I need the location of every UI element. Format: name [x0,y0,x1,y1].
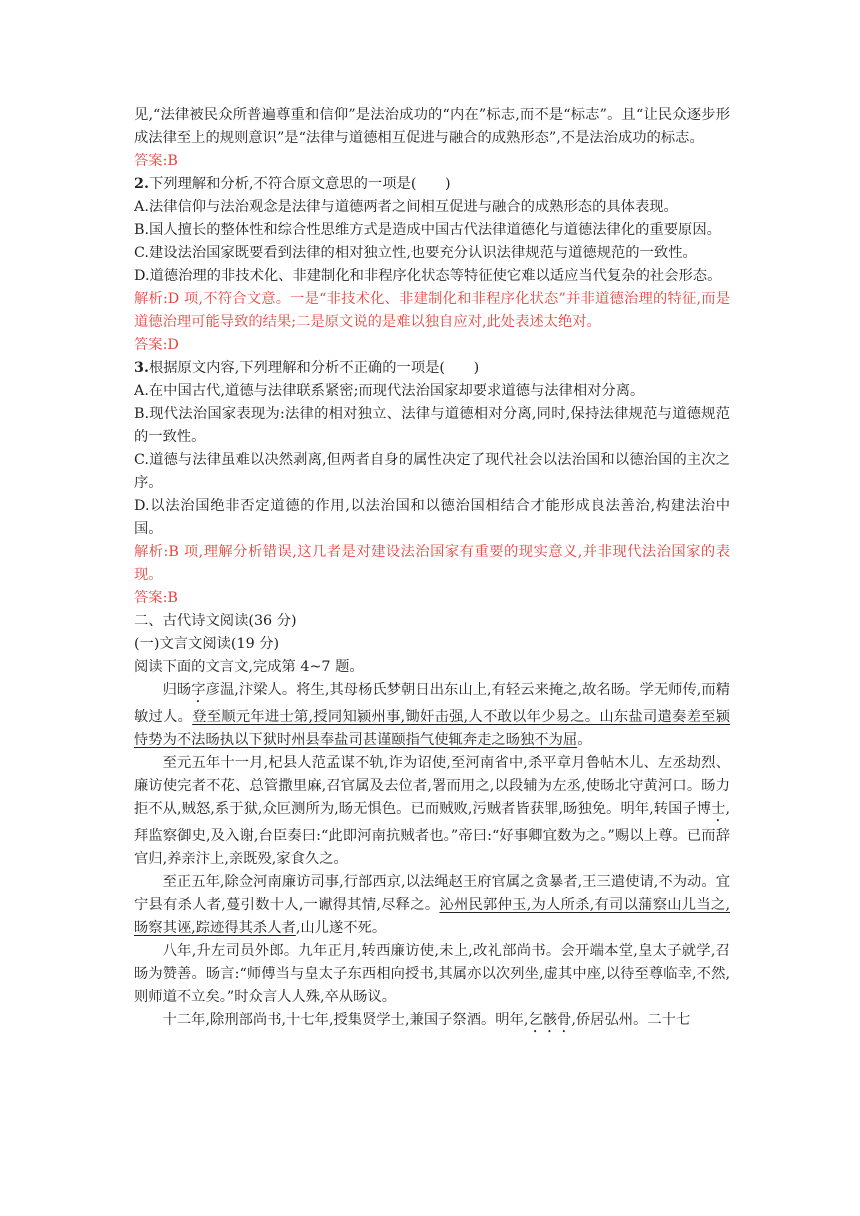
dotted-word: 士 [711,801,726,817]
option-c: C.建设法治国家既要看到法律的相对独立性,也要充分认识法律规范与道德规范的一致性。 [134,245,697,261]
passage-text: ,山儿遂不死。 [295,920,387,936]
answer-label: 答案:D [134,337,179,353]
answer-label: 答案:B [134,153,178,169]
passage-text: ,拜监察御史,及入谢,台臣奏曰:“此即河南抗贼者也。”帝曰:“好事卿宜数为之。”赐以上尊。已而辞官归,养亲汴上,亲既殁,家食久之。 [134,801,730,867]
analysis-label: 解析:D 项,不符合文意。一是“非技术化、非建制化和非程序化状态”并非道德治理的特征,而是道德治理可能导致的结果;二是原文说的是难以独自应对,此处表述太绝对。 [134,291,730,330]
passage-paragraph-1 [134,679,730,752]
question-text: 根据原文内容,下列理解和分析不正确的一项是( ) [148,360,480,376]
dotted-word: 字 [191,682,206,698]
passage-text: 至元五年十一月,杞县人范孟谋不轨,诈为诏使,至河南省中,杀平章月鲁帖木儿、左丞劫烈、廉访使完者不花、总管撒里麻,召官属及去位者,署而用之,以段辅为左丞,使旸北守黄河口。旸力拒不从,贼怒,系于狱,众叵测所为,旸无惧色。已而贼败,污贼者皆获罪,旸独免。明年,转国子博 [134,755,730,817]
option-a: A.在中国古代,道德与法律联系紧密;而现代法治国家却要求道德与法律相对分离。 [134,383,645,399]
option-c: C.道德与法律虽难以决然剥离,但两者自身的属性决定了现代社会以法治国和以德治国的主次之序。 [134,452,730,491]
option-d: D.以法治国绝非否定道德的作用,以法治国和以德治国相结合才能形成良法善治,构建法治中国。 [134,498,730,537]
passage-paragraph-2 [134,752,730,871]
passage-text: ,侨居弘州。二十七 [571,1012,691,1028]
option-b: B.国人擅长的整体性和综合性思维方式是造成中国古代法律道德化与道德法律化的重要原因。 [134,222,721,238]
analysis-label: 解析:B 项,理解分析错误,这几者是对建设法治国家有重要的现实意义,并非现代法治国家的表现。 [134,544,730,583]
question-2-stem [134,173,730,196]
passage-text: 彦温,汴梁人。将生,其母杨氏梦朝日出东山上,有轻云来掩之,故名旸。学无师传,而精敏过人。 [134,682,731,725]
passage-paragraph-5 [134,1009,730,1036]
passage-paragraph-3 [134,871,730,940]
document-page [134,104,730,1036]
question-text: 下列理解和分析,不符合原文意思的一项是( ) [148,176,451,192]
question-3-stem [134,357,730,380]
option-b: B.现代法治国家表现为:法律的相对独立、法律与道德相对分离,同时,保持法律规范与道德规范的一致性。 [134,406,730,445]
underlined-sentence: 登至顺元年进士第,授同知颍州事,锄奸击强,人不敢以年少易之。山东盐司遣奏差至颍恃势为不法旸执以下狱时州县奉盐司甚谨颐指气使辄奔走之旸独不为屈 [134,709,730,748]
section-heading: 二、古代诗文阅读(36 分) [134,613,297,629]
answer-label: 答案:B [134,590,178,606]
passage-paragraph-4: 八年,升左司员外郎。九年正月,转西廉访使,未上,改礼部尚书。会开端本堂,皇太子就学,召旸为赞善。旸言:“师傅当与皇太子东西相向授书,其属亦以次列坐,虚其中座,以待至尊临幸,不然,则师道不立矣。”时众言人人殊,卒从旸议。 [134,943,730,1005]
passage-text: 十二年,除刑部尚书,十七年,授集贤学士,兼国子祭酒。明年, [162,1012,529,1028]
question-number: 2. [134,176,149,192]
reading-instruction: 阅读下面的文言文,完成第 4~7 题。 [134,659,364,675]
dotted-word: 乞骸骨 [528,1012,572,1028]
option-a: A.法律信仰与法治观念是法律与道德两者之间相互促进与融合的成熟形态的具体表现。 [134,199,678,215]
underlined-sentence: 沁州民郭仲玉,为人所杀,有司以蒲察山儿当之,旸察其诬,踪迹得其杀人者 [134,897,730,936]
passage-text: 。 [577,732,592,748]
option-d: D.道德治理的非技术化、非建制化和非程序化状态等特征使它难以适应当代复杂的社会形态。 [134,268,722,284]
question-number: 3. [134,360,149,376]
section-subheading: (一)文言文阅读(19 分) [134,636,280,652]
intro-paragraph: 见,“法律被民众所普遍尊重和信仰”是法治成功的“内在”标志,而不是“标志”。且“让民众逐步形成法律至上的规则意识”是“法律与道德相互促进与融合的成熟形态”,不是法治成功的标志。 [134,107,730,146]
passage-text: 至正五年,除佥河南廉访司事,行部西京,以法绳赵王府官属之贪暴者,王三遣使请,不为动。宜宁县有杀人者,蔓引数十人,一谳得其情,尽释之。 [134,874,730,913]
passage-text: 归旸 [162,682,192,698]
